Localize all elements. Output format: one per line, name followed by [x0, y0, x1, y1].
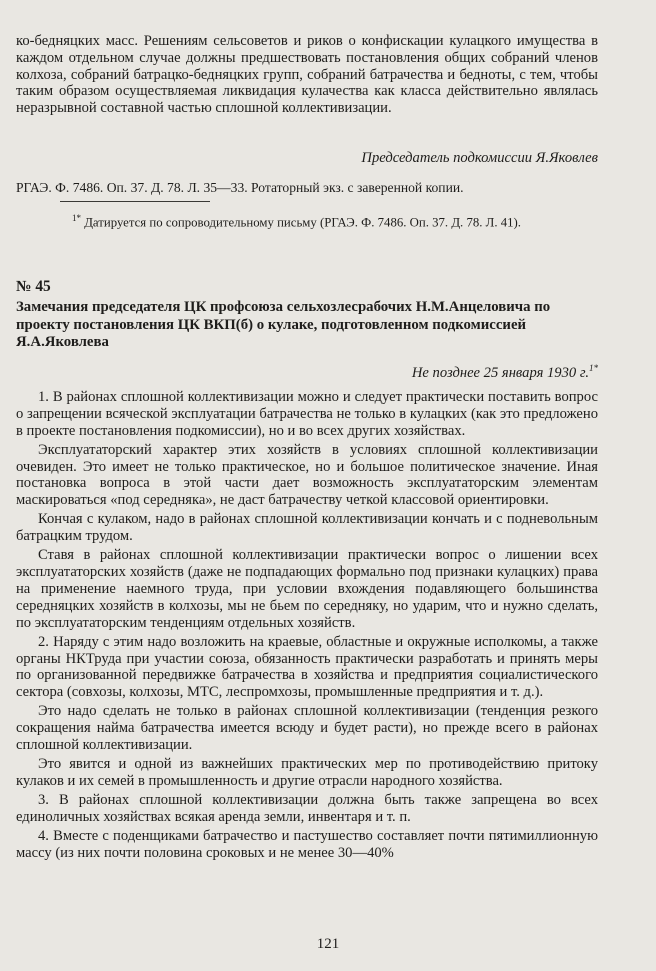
body-paragraph: Эксплуататорский характер этих хозяйств в условиях сплошной коллективизации очевиден. Это имеет не только практическое, но и большое политическое значение. Иная постановка вопроса в этой части дает возможность эксплуататорским элементам маскироваться «под середняка», не даст батрачеству четкой классовой ориентировки. [16, 441, 598, 509]
body-paragraph: Это надо сделать не только в районах сплошной коллективизации (тенденция резкого сокращения найма батрачества имеется всюду и будет расти), но прежде всего в районах сплошной коллективизации. [16, 703, 598, 753]
intro-paragraph: ко-бедняцких масс. Решениям сельсоветов и риков о конфискации кулацкого имущества в каждом отдельном случае должны предшествовать постановления общих собраний членов колхоза, собраний батрацко-бедняцких групп, собраний батрачества и бедноты, с тем, чтобы таким образом осуществляемая ликвидация кулачества как класса действительно являлась неразрывной составной частью сплошной коллективизации. [16, 33, 598, 117]
body-paragraph: Это явится и одной из важнейших практических мер по противодействию притоку кулаков и их семей в промышленность и другие отрасли народного хозяйства. [16, 756, 598, 789]
body-paragraph: Кончая с кулаком, надо в районах сплошной коллективизации кончать и с подневольным батрацким трудом. [16, 511, 598, 545]
body-paragraph: 1. В районах сплошной коллективизации можно и следует практически поставить вопрос о запрещении всяческой эксплуатации батрачества не только в кулацких (как это предложено в проекте постановления подкомиссии), но и во всех других хозяйствах. [16, 389, 598, 439]
body-paragraph: 4. Вместе с поденщиками батрачество и пастушество составляет почти пятимиллионную массу (из них почти половина сроковых и не менее 30—40% [16, 828, 598, 861]
document-title: Замечания председателя ЦК профсоюза сельхозлесрабочих Н.М.Анцеловича по проекту постановления ЦК ВКП(б) о кулаке, подготовленном подкомиссией Я.А.Яковлева [16, 299, 551, 351]
page-number: 121 [316, 936, 340, 952]
source-note: РГАЭ. Ф. 7486. Оп. 37. Д. 78. Л. 35—33. Ротаторный экз. с заверенной копии. [16, 180, 464, 195]
document-date-marker: 1* [589, 363, 598, 373]
document-date [412, 363, 598, 382]
document-body [16, 389, 598, 864]
body-paragraph: Ставя в районах сплошной коллективизации практически вопрос о лишении всех эксплуататорских хозяйств (даже не подпадающих формально под признаки кулацких) права на применение наемного труда, при условии вхождения подавляющего большинства середняцких хозяйств в колхозы, мы не бьем по середняку, но ударим, что и нужно сделать, по эксплуататорским тенденциям отдельных хозяйств. [16, 547, 598, 631]
signature: Председатель подкомиссии Я.Яковлев [361, 150, 598, 166]
document-number: № 45 [16, 278, 51, 295]
footnote-text: Датируется по сопроводительному письму (РГАЭ. Ф. 7486. Оп. 37. Д. 78. Л. 41). [84, 215, 521, 230]
body-paragraph: 2. Наряду с этим надо возложить на краевые, областные и окружные исполкомы, а также органы НКТруда при участии союза, обязанность практически разработать и принять меры по организованной передвижке батрачества в хозяйства и предприятия социалистического сектора (совхозы, колхозы, МТС, леспромхозы, промышленные предприятия и т. д.). [16, 633, 598, 701]
footnote-divider [60, 201, 210, 202]
document-date-text: Не позднее 25 января 1930 г. [411, 364, 589, 381]
footnote [16, 210, 598, 231]
body-paragraph: 3. В районах сплошной коллективизации должна быть также запрещена во всех единоличных хозяйствах всякая аренда земли, инвентаря и т. п. [16, 792, 598, 825]
footnote-marker: 1* [72, 213, 81, 223]
intro-paragraph-block [16, 33, 598, 117]
